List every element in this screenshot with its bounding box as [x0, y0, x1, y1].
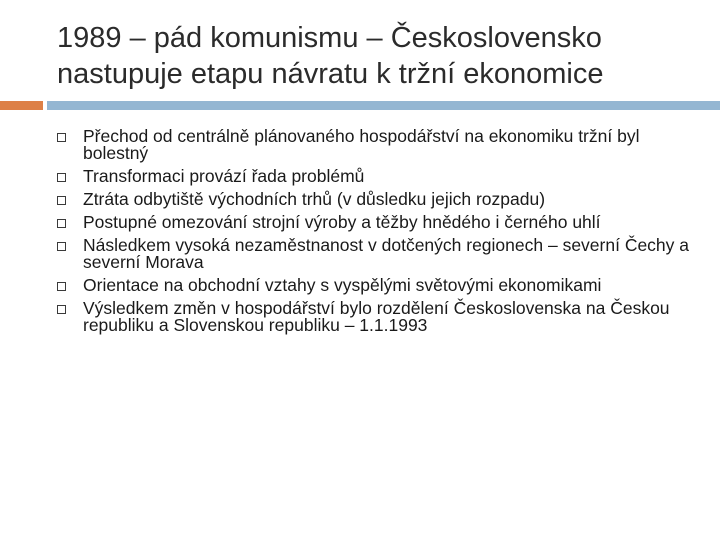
bullet-item: [57, 214, 697, 231]
bullet-item: [57, 191, 697, 208]
bullet-text: Transformaci provází řada problémů: [83, 166, 365, 186]
bullet-item: [57, 168, 697, 185]
bullet-item: [57, 237, 697, 271]
square-outline-icon: [57, 173, 66, 182]
title-divider-blue: [47, 101, 720, 110]
bullet-text: Orientace na obchodní vztahy s vyspělými světovými ekonomikami: [83, 275, 602, 295]
slide-title: 1989 – pád komunismu – Československo nastupuje etapu návratu k tržní ekonomice: [57, 22, 604, 90]
bullet-text: Přechod od centrálně plánovaného hospodářství na ekonomiku tržní byl bolestný: [83, 126, 640, 163]
bullet-text: Postupné omezování strojní výroby a těžby hnědého i černého uhlí: [83, 212, 601, 232]
square-outline-icon: [57, 282, 66, 291]
bullet-item: [57, 128, 697, 162]
square-outline-icon: [57, 242, 66, 251]
bullet-text: Následkem vysoká nezaměstnanost v dotčených regionech – severní Čechy a severní Morava: [83, 235, 690, 272]
title-divider-orange: [0, 101, 43, 110]
bullet-item: [57, 277, 697, 294]
bullet-text: Výsledkem změn v hospodářství bylo rozdělení Československa na Českou republiku a Slovenskou republiku – 1.1.1993: [83, 298, 670, 335]
bullet-list: [57, 128, 697, 340]
bullet-item: [57, 300, 697, 334]
square-outline-icon: [57, 219, 66, 228]
square-outline-icon: [57, 305, 66, 314]
bullet-text: Ztráta odbytiště východních trhů (v důsledku jejich rozpadu): [83, 189, 546, 209]
square-outline-icon: [57, 133, 66, 142]
square-outline-icon: [57, 196, 66, 205]
